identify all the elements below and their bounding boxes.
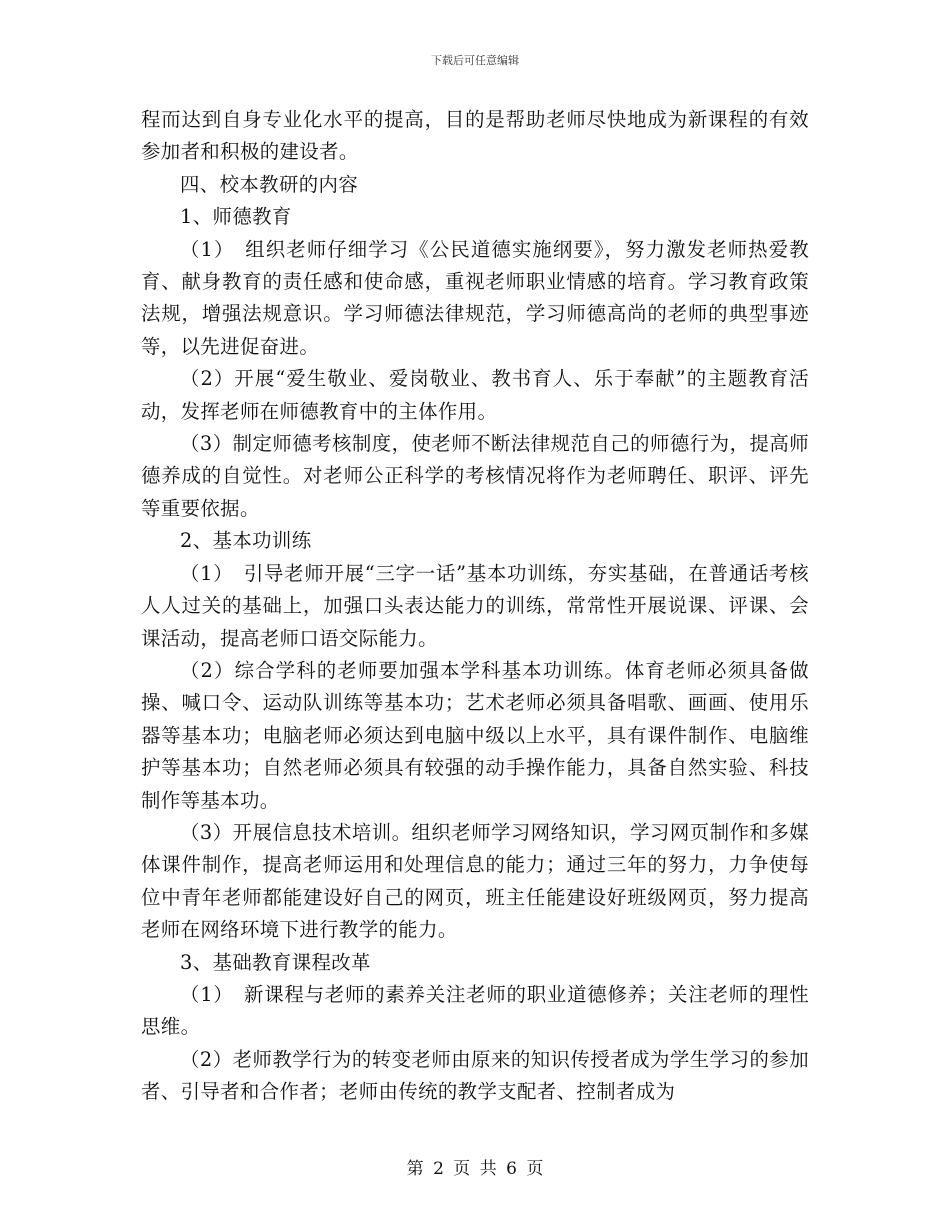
- paragraph: （1） 引导老师开展“三字一话”基本功训练，夯实基础，在普通话考核人人过关的基础上，加强口头表达能力的训练，常常性开展说课、评课、会课活动，提高老师口语交际能力。: [141, 561, 809, 650]
- paragraph: （2）开展“爱生敬业、爱岗敬业、教书育人、乐于奉献”的主题教育活动，发挥老师在师德教育中的主体作用。: [141, 367, 809, 423]
- paragraph: （1） 新课程与老师的素养关注老师的职业道德修养；关注老师的理性思维。: [141, 982, 809, 1039]
- paragraph: （1） 组织老师仔细学习《公民道德实施纲要》，努力激发老师热爱教育、献身教育的责任感和使命感，重视老师职业情感的培育。学习教育政策法规，增强法规意识。学习师德法律规范，学习师德高尚的老师的典型事迹等，以先进促奋进。: [141, 237, 809, 358]
- subsection-heading: 2、基本功训练: [180, 529, 312, 553]
- paragraph: 程而达到自身专业化水平的提高，目的是帮助老师尽快地成为新课程的有效参加者和积极的建设者。: [141, 108, 809, 164]
- paragraph: （3）制定师德考核制度，使老师不断法律规范自己的师德行为，提高师德养成的自觉性。对老师公正科学的考核情况将作为老师聘任、职评、评先等重要依据。: [141, 432, 809, 520]
- paragraph: （2）老师教学行为的转变老师由原来的知识传授者成为学生学习的参加者、引导者和合作者；老师由传统的教学支配者、控制者成为: [141, 1047, 809, 1104]
- section-heading: 四、校本教研的内容: [180, 172, 359, 196]
- paragraph: （3）开展信息技术培训。组织老师学习网络知识，学习网页制作和多媒体课件制作，提高老师运用和处理信息的能力；通过三年的努力，力争使每位中青年老师都能建设好自己的网页，班主任能建设好班级网页，努力提高老师在网络环境下进行教学的能力。: [141, 820, 809, 942]
- paragraph: （2）综合学科的老师要加强本学科基本功训练。体育老师必须具备做操、喊口令、运动队训练等基本功；艺术老师必须具备唱歌、画画、使用乐器等基本功；电脑老师必须达到电脑中级以上水平，具有课件制作、电脑维护等基本功；自然老师必须具有较强的动手操作能力，具备自然实验、科技制作等基本功。: [141, 658, 809, 812]
- page-number: 第 2 页 共 6 页: [406, 1159, 544, 1179]
- document-body: [141, 104, 809, 1109]
- subsection-heading: 3、基础教育课程改革: [180, 950, 371, 974]
- subsection-heading: 1、师德教育: [180, 205, 292, 229]
- page-header: 下载后可任意编辑: [431, 54, 519, 67]
